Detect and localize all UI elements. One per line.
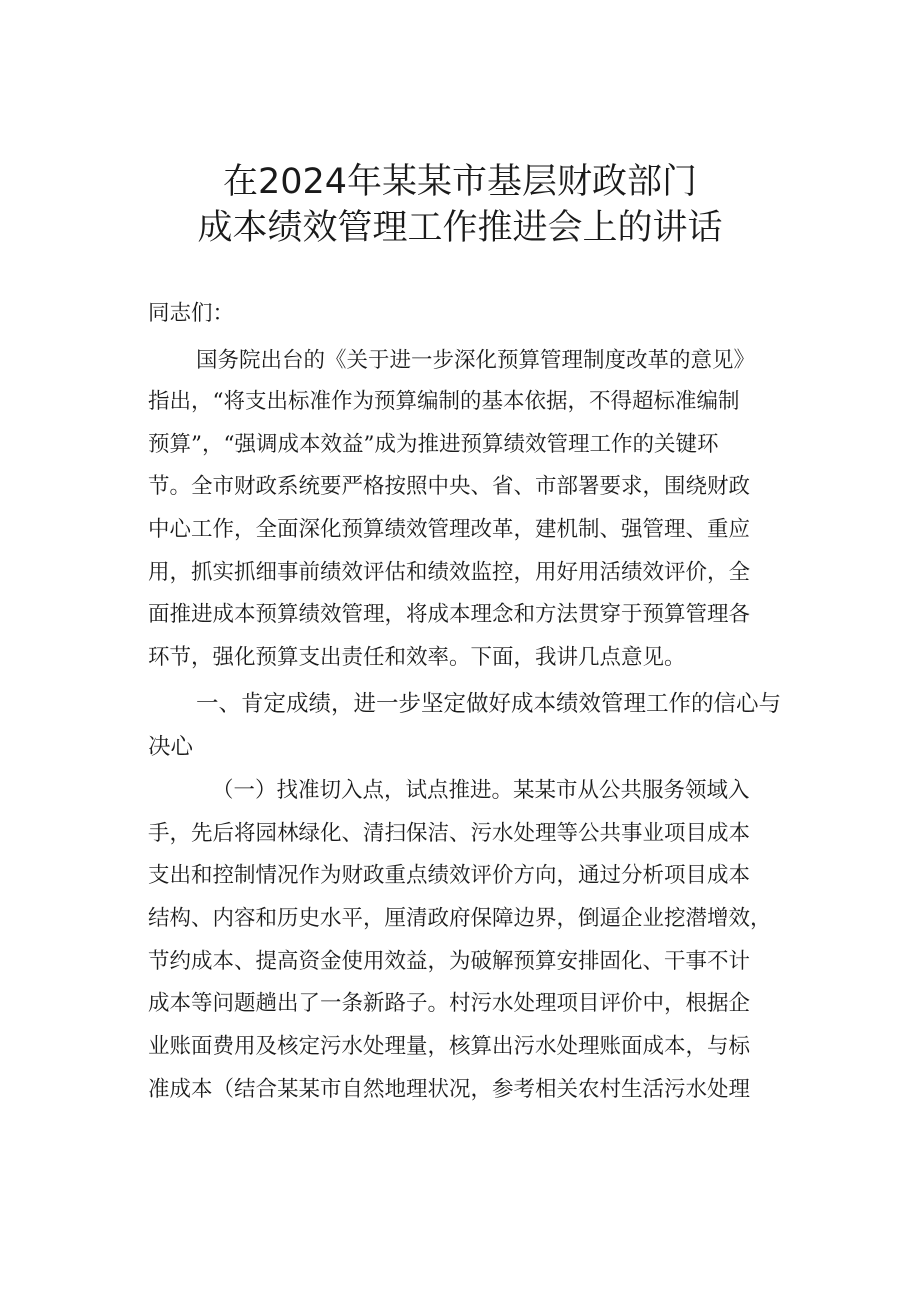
- subsection-line: 支出和控制情况作为财政重点绩效评价方向，通过分析项目成本: [148, 863, 751, 888]
- subsection-line: 结构、内容和历史水平，厘清政府保障边界，倒逼企业挖潜增效，: [148, 906, 772, 931]
- subsection-line: 成本等问题趟出了一条新路子。村污水处理项目评价中，根据企: [148, 991, 751, 1016]
- document-title-line-2: 成本绩效管理工作推进会上的讲话: [197, 208, 723, 248]
- intro-line: 指出，“将支出标准作为预算编制的基本依据，不得超标准编制: [148, 389, 740, 414]
- section-heading-line-2: 决心: [148, 734, 194, 760]
- intro-line: 国务院出台的《关于进一步深化预算管理制度改革的意见》: [196, 348, 756, 373]
- intro-line: 中心工作，全面深化预算绩效管理改革，建机制、强管理、重应: [148, 517, 751, 542]
- salutation: 同志们：: [148, 301, 235, 326]
- intro-line: 环节，强化预算支出责任和效率。下面，我讲几点意见。: [148, 645, 686, 670]
- subsection-line: 业账面费用及核定污水处理量，核算出污水处理账面成本，与标: [148, 1034, 751, 1059]
- subsection-line: 准成本（结合某某市自然地理状况，参考相关农村生活污水处理: [148, 1077, 751, 1102]
- intro-line: 面推进成本预算绩效管理，将成本理念和方法贯穿于预算管理各: [148, 602, 751, 627]
- document-title-line-1: 在2024年某某市基层财政部门: [222, 162, 698, 202]
- subsection-line: 手，先后将园林绿化、清扫保洁、污水处理等公共事业项目成本: [148, 821, 751, 846]
- subsection-line: （一）找准切入点，试点推进。某某市从公共服务领域入: [212, 778, 750, 803]
- section-heading-line-1: 一、肯定成绩，进一步坚定做好成本绩效管理工作的信心与: [196, 691, 782, 717]
- intro-line: 节。全市财政系统要严格按照中央、省、市部署要求，围绕财政: [148, 474, 751, 499]
- intro-line: 用，抓实抓细事前绩效评估和绩效监控，用好用活绩效评价，全: [148, 560, 751, 585]
- intro-line: 预算”，“强调成本效益”成为推进预算绩效管理工作的关键环: [148, 432, 719, 457]
- subsection-line: 节约成本、提高资金使用效益，为破解预算安排固化、干事不计: [148, 949, 751, 974]
